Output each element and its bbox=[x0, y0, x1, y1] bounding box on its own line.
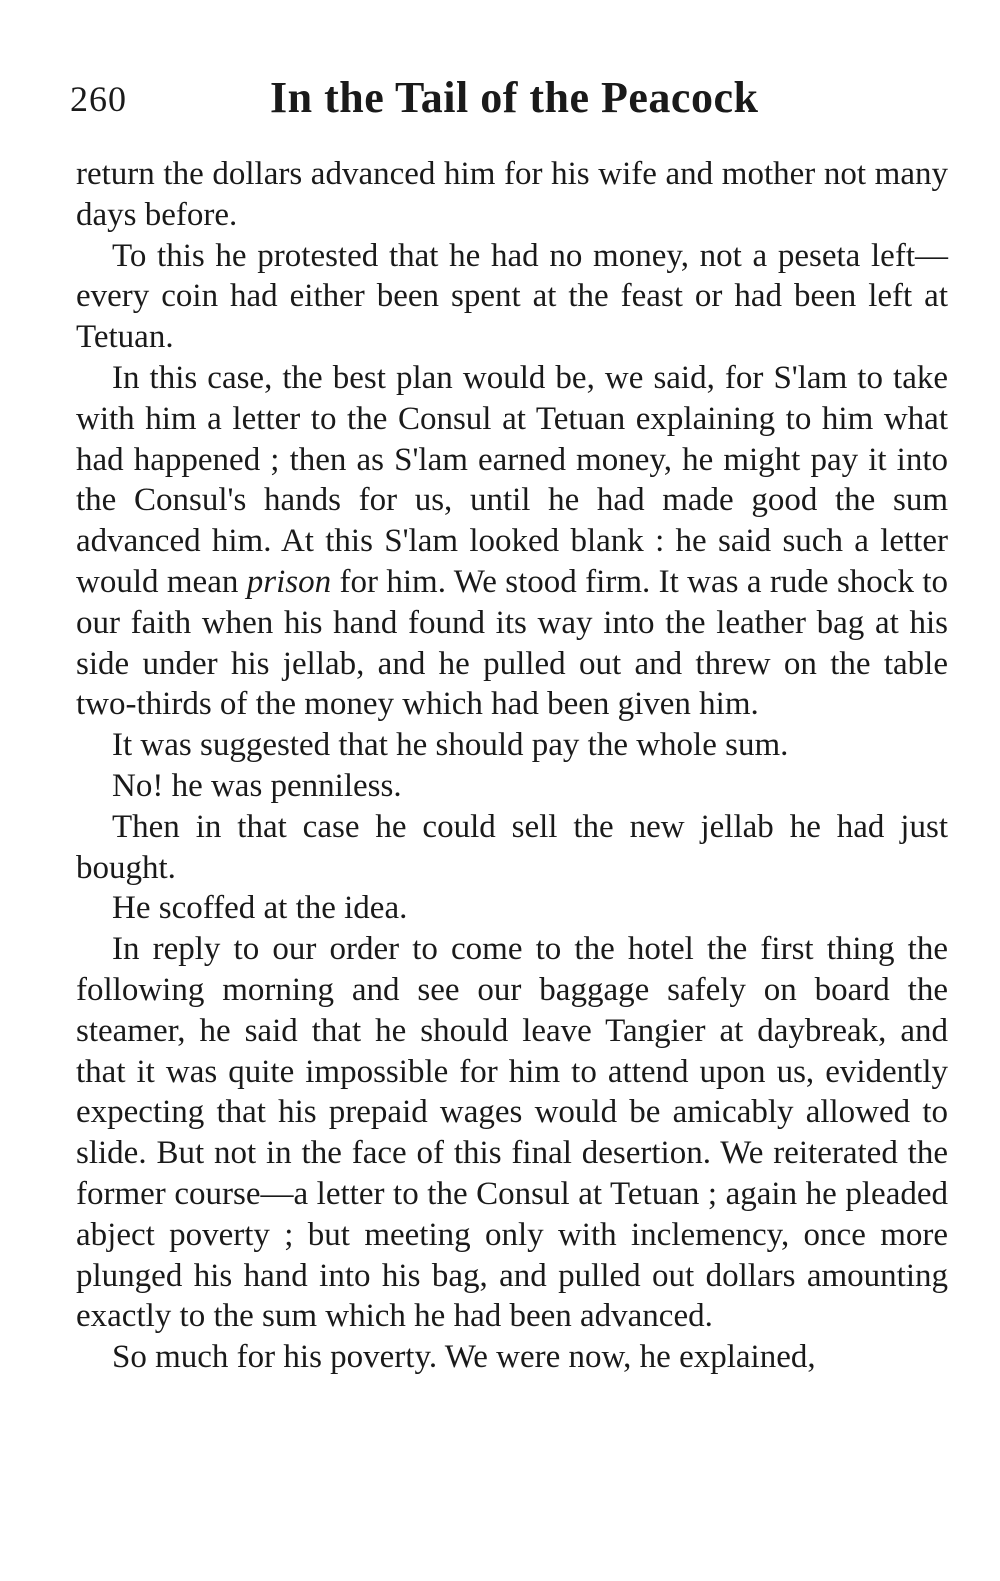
paragraph: No! he was penniless. bbox=[112, 767, 402, 804]
paragraph: return the dollars advanced him for his wife and mother not many days before. bbox=[76, 156, 948, 233]
running-title: In the Tail of the Peacock bbox=[270, 73, 759, 122]
paragraph: It was suggested that he should pay the whole sum. bbox=[112, 727, 789, 764]
body-text bbox=[76, 154, 948, 1378]
paragraph: To this he protested that he had no money, not a peseta left—every coin had either been spent at the feast or had been left at Tetuan. bbox=[76, 237, 948, 356]
paragraph-text: for him. We stood firm. It was a rude shock to our faith when his hand found its way into the leather bag at his side under his jellab, and he pulled out and threw on the table two-thirds of the money which had been given him. bbox=[76, 563, 948, 723]
paragraph: Then in that case he could sell the new jellab he had just bought. bbox=[76, 808, 948, 886]
paragraph: In reply to our order to come to the hotel the first thing the following morning and see our baggage safely on board the steamer, he said that he should leave Tangier at daybreak, and that it was quite impossible for him to attend upon us, evidently expecting that his prepaid wages would be amicably allowed to slide. But not in the face of this final desertion. We reiterated the former course—a letter to the Consul at Tetuan ; again he pleaded abject poverty ; but meeting only with inclemency, once more plunged his hand into his bag, and pulled out dollars amounting exactly to the sum which he had been advanced. bbox=[76, 931, 948, 1335]
paragraph-text: In this case, the best plan would be, we said, for S'lam to take with him a letter to the Consul at Tetuan explaining to him what had happened ; then as S'lam earned money, he might pay it into the Consul's hands for us, until he had made good the sum advanced him. At this S'lam looked blank : he said such a letter would mean bbox=[76, 359, 948, 600]
paragraph bbox=[76, 358, 948, 725]
emphasized-word: prison bbox=[246, 563, 332, 600]
paragraph: He scoffed at the idea. bbox=[112, 890, 408, 927]
paragraph: So much for his poverty. We were now, he explained, bbox=[112, 1339, 816, 1376]
page-number: 260 bbox=[70, 79, 127, 119]
page-header bbox=[70, 72, 950, 132]
